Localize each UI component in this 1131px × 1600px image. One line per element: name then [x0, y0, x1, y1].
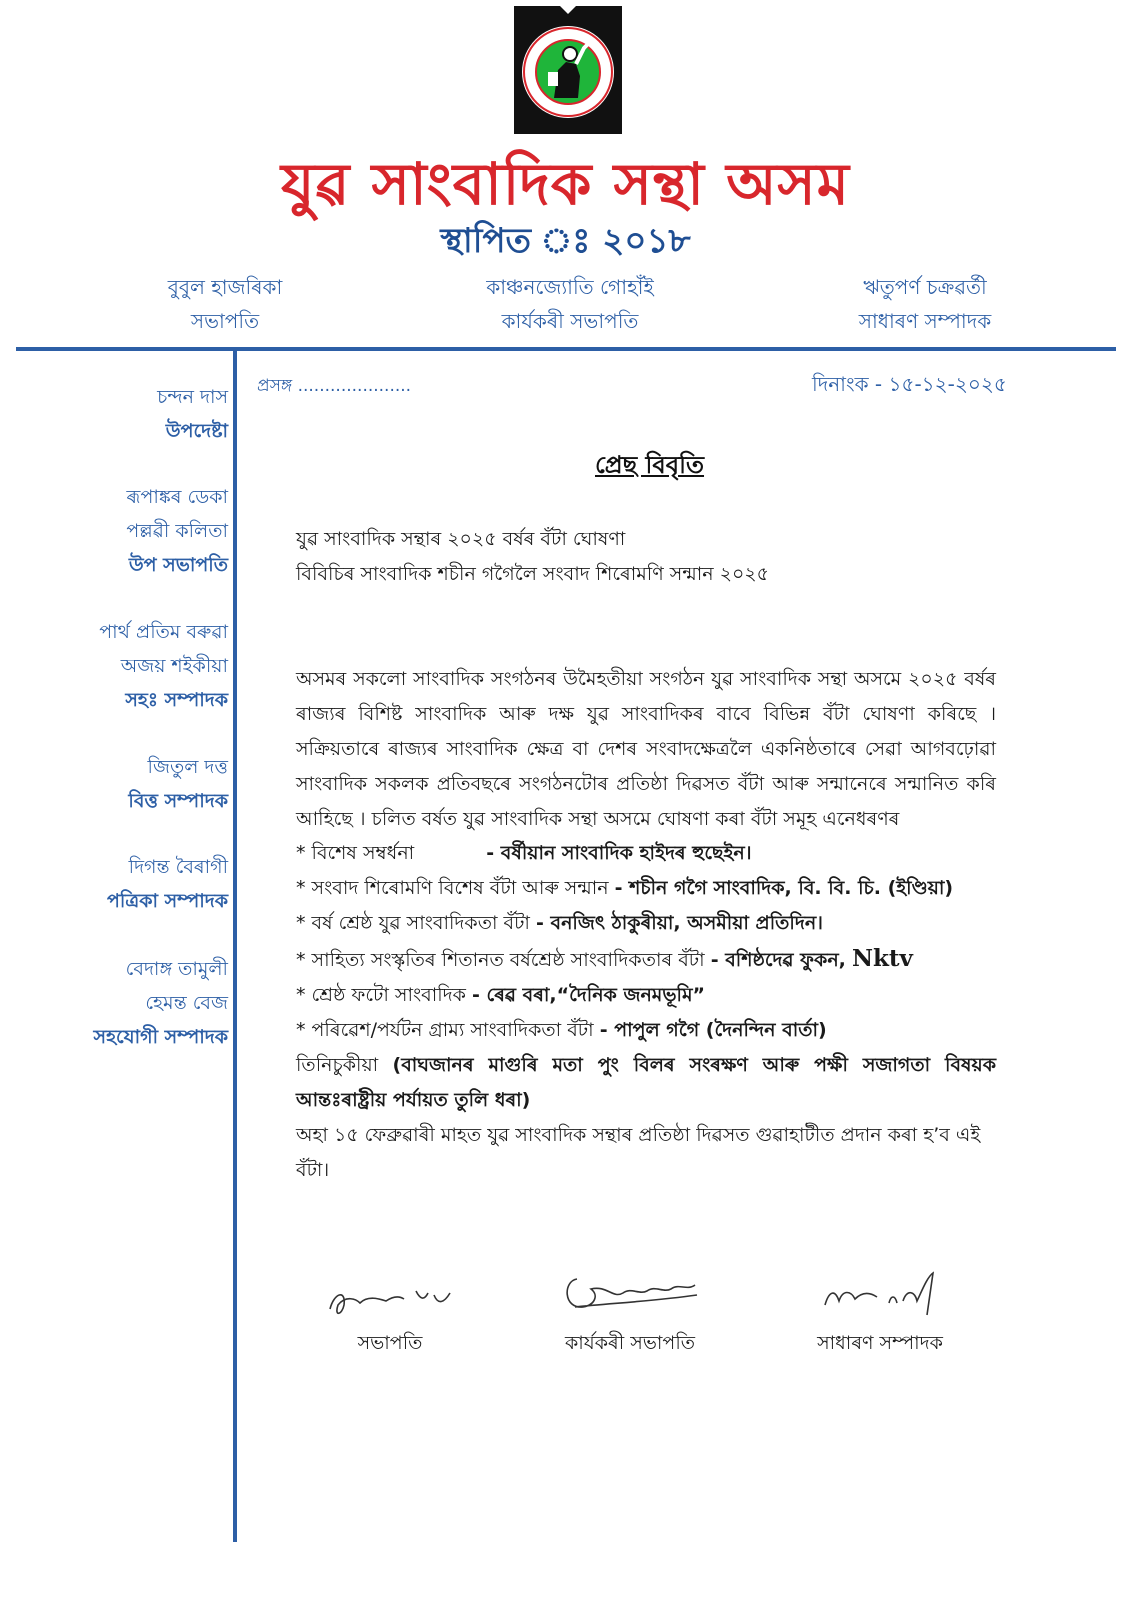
member-name: অজয় শইকীয়া	[120, 655, 228, 677]
member-name: বেদাঙ্গ তামুলী	[125, 958, 228, 980]
signature-image	[320, 1275, 460, 1321]
officer-working-president	[460, 270, 680, 338]
signature-image	[805, 1265, 955, 1321]
award-brand: Nktv	[851, 945, 913, 972]
award-item	[296, 978, 996, 1013]
officer-president	[140, 270, 310, 338]
member-name: হেমন্ত বেজ	[145, 992, 228, 1014]
officer-name: বুবুল হাজৰিকা	[167, 275, 283, 299]
award-recipient: - পাপুল গগৈ (দৈনন্দিন বাৰ্তা)	[599, 1019, 827, 1041]
reference-line: প্ৰসঙ্গ .....................	[257, 376, 412, 396]
member-name: ৰূপাঙ্কৰ ডেকা	[126, 486, 228, 508]
award-recipient: - শচীন গগৈ সাংবাদিক, বি. বি. চি. (ইণ্ডিয়া)	[614, 877, 954, 899]
press-release-heading: প্ৰেছ বিবৃতি	[595, 451, 705, 479]
award-item	[296, 906, 996, 941]
subject-line: বিবিচিৰ সাংবাদিক শচীন গগৈলৈ সংবাদ শিৰোমণি সন্মান ২০২৫	[296, 563, 769, 585]
signature-working-president	[540, 1265, 720, 1361]
member-name: চন্দন দাস	[157, 386, 228, 408]
member-role: বিত্ত সম্পাদক	[128, 790, 228, 812]
award-label: * সংবাদ শিৰোমণি বিশেষ বঁটা আৰু সন্মান	[296, 877, 609, 899]
member-name: জিতুল দত্ত	[147, 756, 228, 778]
member-role: উপ সভাপতি	[128, 554, 228, 576]
award-label: * সাহিত্য সংস্কৃতিৰ শিতানত বৰ্ষশ্ৰেষ্ঠ সাংবাদিকতাৰ বঁটা	[296, 949, 705, 971]
officer-role: সাধাৰণ সম্পাদক	[858, 309, 992, 333]
sidebar-group-magazine-editor	[107, 850, 228, 918]
award-label: * পৰিৱেশ/পৰ্যটন গ্ৰাম্য সাংবাদিকতা বঁটা	[296, 1019, 594, 1041]
award-note-prefix: তিনিচুকীয়া	[296, 1054, 379, 1076]
award-item	[296, 871, 996, 906]
signature-title: কাৰ্যকৰী সভাপতি	[564, 1332, 696, 1354]
award-item	[296, 836, 996, 871]
officer-role: সভাপতি	[190, 309, 260, 333]
award-note-text: (বাঘজানৰ মাগুৰি মতা পুং বিলৰ সংৰক্ষণ আৰু পক্ষী সজাগতা বিষয়ক আন্তঃৰাষ্ট্ৰীয় পৰ্যায়ত তুলি ধৰা)	[296, 1054, 996, 1111]
subject-line: যুৱ সাংবাদিক সন্থাৰ ২০২৫ বৰ্ষৰ বঁটা ঘোষণা	[296, 528, 626, 550]
officer-name: কাঞ্চনজ্যোতি গোহাঁই	[486, 275, 654, 299]
award-label: * শ্ৰেষ্ঠ ফটো সাংবাদিক	[296, 984, 466, 1006]
established-year: স্থাপিত ঃ ২০১৮	[440, 221, 691, 261]
award-recipient: - ৰেৱ বৰা,“দৈনিক জনমভূমি”	[471, 984, 705, 1006]
organization-title: যুৱ সাংবাদিক সন্থা অসম	[281, 150, 850, 218]
sidebar-group-vice-president	[126, 480, 228, 582]
award-label: * বৰ্ষ শ্ৰেষ্ঠ যুৱ সাংবাদিকতা বঁটা	[296, 912, 530, 934]
officer-general-secretary	[835, 270, 1015, 338]
signature-title: সভাপতি	[357, 1332, 423, 1354]
sidebar-group-finance-secretary	[128, 750, 228, 818]
sidebar-group-assistant-secretary	[99, 615, 228, 717]
award-item	[296, 941, 996, 978]
letter-date: দিনাংক - ১৫-১২-২০২৫	[812, 372, 1007, 396]
signature-image	[555, 1265, 705, 1321]
officer-name: ঋতুপৰ্ণ চক্ৰৱৰ্তী	[863, 275, 987, 299]
member-name: পাৰ্থ প্ৰতিম বৰুৱা	[99, 621, 228, 643]
member-role: সহঃ সম্পাদক	[125, 689, 228, 711]
award-label: * বিশেষ সম্বৰ্ধনা	[296, 842, 415, 864]
signature-title: সাধাৰণ সম্পাদক	[817, 1332, 943, 1354]
officer-role: কাৰ্যকৰী সভাপতি	[501, 309, 639, 333]
member-role: সহযোগী সম্পাদক	[93, 1026, 228, 1048]
organization-logo	[514, 6, 622, 134]
closing-paragraph: অহা ১৫ ফেব্ৰুৱাৰী মাহত যুৱ সাংবাদিক সন্থাৰ প্ৰতিষ্ঠা দিৱসত গুৱাহাটীত প্ৰদান কৰা হ’ব এই বঁটা।	[296, 1124, 981, 1181]
member-role: পত্ৰিকা সম্পাদক	[106, 890, 228, 912]
member-name: পল্লৱী কলিতা	[126, 520, 228, 542]
signature-president	[300, 1275, 480, 1361]
member-role: উপদেষ্টা	[165, 420, 228, 442]
sidebar-group-advisor	[157, 380, 228, 448]
award-note	[296, 1048, 996, 1118]
subject-block	[296, 522, 996, 592]
award-recipient: - বনজিৎ ঠাকুৰীয়া, অসমীয়া প্ৰতিদিন।	[536, 912, 823, 934]
award-recipient: - বৰ্ষীয়ান সাংবাদিক হাইদৰ হুছেইন।	[486, 842, 752, 864]
signature-general-secretary	[790, 1265, 970, 1361]
award-recipient: - বশিষ্ঠদেৱ ফুকন,	[710, 949, 846, 971]
sidebar-group-associate-editor	[94, 952, 228, 1054]
member-name: দিগন্ত বৈৰাগী	[128, 856, 228, 878]
awards-list	[296, 836, 996, 1118]
intro-paragraph: অসমৰ সকলো সাংবাদিক সংগঠনৰ উমৈহতীয়া সংগঠন যুৱ সাংবাদিক সন্থা অসমে ২০২৫ বৰ্ষৰ ৰাজ্যৰ বিশিষ্ট সাংবাদিক আৰু দক্ষ যুৱ সাংবাদিকৰ বাবে বিভিন্ন বঁটা ঘোষণা কৰিছে । সক্ৰিয়তাৰে ৰাজ্যৰ সাংবাদিক ক্ষেত্ৰ বা দেশৰ সংবাদক্ষেত্ৰলৈ একনিষ্ঠতাৰে সেৱা আগবঢ়োৱা সাংবাদিক সকলক প্ৰতিবছৰে সংগঠনটোৰ প্ৰতিষ্ঠা দিৱসত বঁটা আৰু সন্মানেৰে সন্মানিত কৰি আহিছে । চলিত বৰ্ষত যুৱ সাংবাদিক সন্থা অসমে ঘোষণা কৰা বঁটা সমূহ এনেধৰণৰ	[296, 668, 996, 830]
vertical-divider	[233, 347, 237, 1542]
award-item	[296, 1013, 996, 1048]
horizontal-divider	[16, 347, 1116, 351]
